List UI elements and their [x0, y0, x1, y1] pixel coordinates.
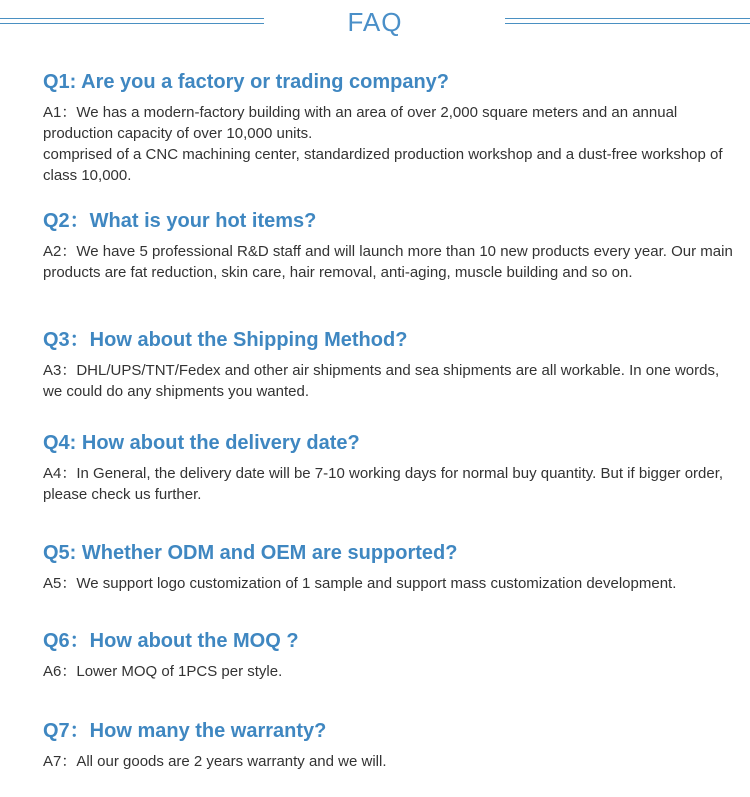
faq-item-4 [43, 431, 733, 505]
faq-answer: A4：In General, the delivery date will be 7-10 working days for normal buy quantity. But if bigger order, please check us further. [43, 465, 724, 503]
faq-answer: A5：We support logo customization of 1 sample and support mass customization development. [43, 575, 677, 592]
faq-item-5 [43, 541, 733, 594]
faq-item-2 [43, 209, 733, 283]
header-rule-right [505, 18, 750, 24]
faq-question: Q6：How about the MOQ ? [43, 630, 299, 652]
faq-item-6 [43, 629, 733, 682]
faq-question: Q1: Are you a factory or trading company? [43, 71, 450, 93]
faq-question: Q5: Whether ODM and OEM are supported? [43, 542, 458, 564]
faq-answer: A6：Lower MOQ of 1PCS per style. [43, 663, 283, 680]
faq-question: Q3：How about the Shipping Method? [43, 329, 408, 351]
faq-question: Q7：How many the warranty? [43, 720, 327, 742]
faq-header [0, 0, 750, 50]
faq-answer: A3：DHL/UPS/TNT/Fedex and other air shipments and sea shipments are all workable. In one words, we could do any shipments you wanted. [43, 362, 720, 400]
faq-item-3 [43, 328, 733, 402]
faq-answer: A2：We have 5 professional R&D staff and will launch more than 10 new products every year. Our main products are fat reduction, skin care, hair removal, anti-aging, muscle building and so on. [43, 243, 733, 281]
page-title: FAQ [347, 7, 403, 37]
faq-answer: A1：We has a modern-factory building with an area of over 2,000 square meters and an annual production capacity of over 10,000 units. [43, 104, 678, 142]
faq-question: Q4: How about the delivery date? [43, 432, 360, 454]
faq-item-7 [43, 719, 733, 772]
faq-answer-extra: comprised of a CNC machining center, standardized production workshop and a dust-free workshop of class 10,000. [43, 146, 723, 184]
faq-question: Q2：What is your hot items? [43, 210, 317, 232]
faq-item-1 [43, 70, 733, 186]
faq-answer: A7：All our goods are 2 years warranty and we will. [43, 753, 387, 770]
